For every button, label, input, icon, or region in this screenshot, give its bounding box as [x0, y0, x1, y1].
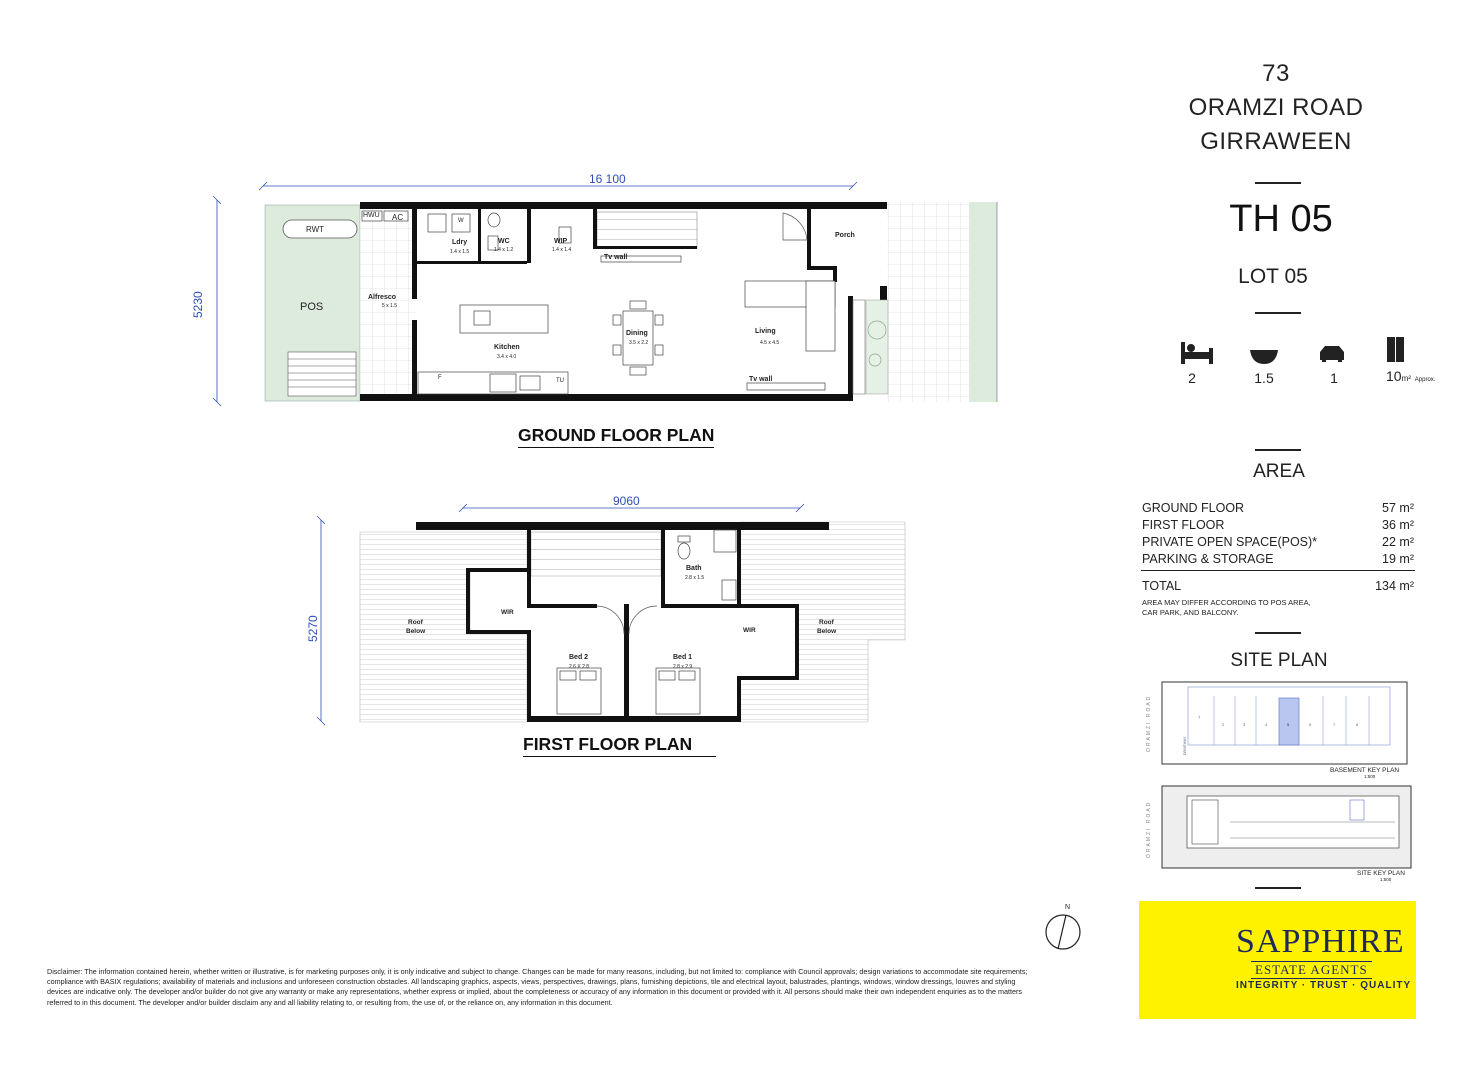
- ground-stairs: [597, 212, 697, 248]
- storage-icon: [1387, 337, 1404, 362]
- porch-label: Porch: [835, 232, 855, 239]
- unit-title: TH 05: [1229, 198, 1333, 240]
- front-garden-strip: [969, 202, 997, 402]
- roof-below-left: [360, 532, 527, 722]
- address-number: 73: [1262, 60, 1290, 87]
- divider: [1255, 312, 1301, 314]
- basement-lot-number: 2: [1222, 722, 1225, 727]
- bed2-size: 2.6 X 2.8: [569, 664, 590, 670]
- divider: [1255, 182, 1301, 184]
- bath-label: Bath: [686, 565, 702, 572]
- basement-road-label: ORAMZI ROAD: [1146, 694, 1152, 752]
- area-total-divider: [1141, 570, 1415, 571]
- bed-icon: [1181, 342, 1213, 364]
- wc-size: 1.4 x 1.2: [494, 247, 514, 253]
- storage-unit: m²: [1401, 374, 1411, 383]
- basement-lot-number: 6: [1309, 722, 1312, 727]
- wip-label: WIP: [554, 238, 568, 245]
- storage-area: [1386, 368, 1435, 384]
- kitchen-size: 3.4 x 4.0: [497, 354, 517, 360]
- basement-lot-number: 1: [1198, 714, 1201, 719]
- basement-lot-number: 8: [1356, 722, 1359, 727]
- dining-size: 3.5 x 2.2: [629, 340, 649, 346]
- agency-tagline: INTEGRITY · TRUST · QUALITY: [1236, 980, 1412, 991]
- car-icon: [1320, 346, 1344, 362]
- ground-floor-plan-title: GROUND FLOOR PLAN: [518, 425, 714, 448]
- tu-label: TU: [556, 378, 564, 384]
- tv-wall-lower-label: Tv wall: [749, 376, 773, 383]
- parking-count: 1: [1330, 370, 1338, 386]
- area-note-line-1: AREA MAY DIFFER ACCORDING TO POS AREA,: [1142, 598, 1311, 607]
- site-key-plan-scale: 1:500: [1380, 877, 1392, 882]
- wir-right-label: WIR: [743, 627, 756, 634]
- basement-key-plan-scale: 1:500: [1364, 774, 1376, 779]
- alfresco-size: 5 x 1.5: [382, 303, 398, 309]
- site-road-label: ORAMZI ROAD: [1146, 800, 1152, 858]
- area-total-label: TOTAL: [1142, 579, 1182, 593]
- area-row-label: PARKING & STORAGE: [1142, 552, 1274, 566]
- alfresco-area: [360, 209, 416, 394]
- area-note-line-2: CAR PARK, AND BALCONY.: [1142, 608, 1239, 617]
- bed2-label: Bed 2: [569, 654, 589, 661]
- ground-depth-dimension: [213, 196, 221, 406]
- ground-width-dim-label: 16 100: [589, 172, 626, 186]
- first-floor-plan-title: FIRST FLOOR PLAN: [523, 734, 716, 757]
- first-floor-plan: [317, 504, 905, 725]
- lot-label: LOT 05: [1238, 265, 1308, 288]
- address-street: ORAMZI ROAD: [1188, 94, 1364, 121]
- roof-below-right-label-2: Below: [817, 628, 837, 635]
- north-label: N: [1065, 904, 1071, 911]
- storage-value: 10: [1386, 368, 1402, 384]
- front-planter: [866, 300, 888, 394]
- first-width-dim-label: 9060: [613, 494, 640, 508]
- bathrooms-count: 1.5: [1254, 370, 1274, 386]
- agency-sub: ESTATE AGENTS: [1251, 961, 1372, 979]
- site-key-plan: [1162, 786, 1411, 868]
- roof-below-left-label-2: Below: [406, 628, 426, 635]
- disclaimer-line: Disclaimer: The information contained herein, whether written or illustrative, is for marketing purposes only, it is only indicative and subject to change. Changes can be made for many reasons, including, but not limited to: compliance with Council approvals; design variations to accommodate site requirements;: [47, 967, 1028, 976]
- basement-lot-number: 3: [1243, 722, 1246, 727]
- storage-note: Approx.: [1414, 377, 1436, 383]
- ground-depth-dim-label: 5230: [191, 291, 205, 318]
- basement-key-plan-label: BASEMENT KEY PLAN: [1330, 767, 1400, 774]
- wip-size: 1.4 x 1.4: [552, 247, 572, 253]
- area-row-label: GROUND FLOOR: [1142, 501, 1245, 515]
- fridge-label: F: [438, 375, 442, 381]
- bath-icon: [1250, 350, 1278, 364]
- dining-label: Dining: [626, 330, 648, 337]
- bath-size: 2.8 x 1.5: [685, 575, 705, 581]
- disclaimer-line: devices are indicative only. The developer and/or builder do not give any warranty or make any representations, whether express or implied, about the completeness or accuracy of any information in this document or provided with it. All persons should make their own independent enquiries as to the matters: [47, 987, 1022, 997]
- agency-name: SAPPHIRE: [1236, 923, 1405, 960]
- area-row-value: 22 m²: [1382, 535, 1414, 549]
- roof-below-right-label-1: Roof: [819, 619, 834, 626]
- basement-lot-number: 7: [1333, 722, 1336, 727]
- bedrooms-count: 2: [1188, 370, 1196, 386]
- address-suburb: GIRRAWEEN: [1200, 128, 1352, 155]
- area-row-value: 57 m²: [1382, 501, 1414, 515]
- ground-width-dimension: [259, 182, 857, 190]
- area-row-value: 36 m²: [1382, 518, 1414, 532]
- hwu-label: HWU: [363, 212, 380, 219]
- pos-label: POS: [300, 301, 324, 313]
- rwt-label: RWT: [306, 225, 325, 234]
- kitchen-label: Kitchen: [494, 344, 520, 351]
- entry-door-swing: [783, 213, 807, 240]
- bed1-size: 2.8 x 2.9: [673, 664, 693, 670]
- divider: [1255, 449, 1301, 451]
- living-size: 4.5 x 4.5: [760, 340, 780, 346]
- basement-lot-number: 5: [1287, 722, 1290, 727]
- area-total-value: 134 m²: [1375, 579, 1414, 593]
- divider: [1255, 632, 1301, 634]
- ac-label: AC: [392, 213, 404, 222]
- disclaimer: [47, 967, 1107, 1008]
- divider: [1255, 887, 1301, 889]
- basement-lot-number: 4: [1265, 722, 1268, 727]
- ground-floor-plan: [213, 182, 997, 406]
- basement-key-plan: [1162, 682, 1407, 764]
- site-plan-title: SITE PLAN: [1230, 650, 1328, 671]
- alfresco-label: Alfresco: [368, 294, 397, 301]
- area-row-value: 19 m²: [1382, 552, 1414, 566]
- pos-steps: [288, 352, 356, 396]
- area-row-label: FIRST FLOOR: [1142, 518, 1225, 532]
- tv-wall-upper-label: Tv wall: [604, 254, 628, 261]
- site-key-plan-label: SITE KEY PLAN: [1357, 870, 1405, 877]
- wc-label: WC: [498, 238, 510, 245]
- area-row-label: PRIVATE OPEN SPACE(POS)*: [1142, 535, 1318, 549]
- first-depth-dim-label: 5270: [306, 615, 320, 642]
- driveway-label: DRIVEWAY: [1183, 736, 1187, 755]
- roof-below-left-label-1: Roof: [408, 619, 423, 626]
- bed1-label: Bed 1: [673, 654, 693, 661]
- disclaimer-line: referred to in this document. The developer and/or builder disclaim any and all liability relating to, or resulting from, the use of, or the reliance on, any information in this document.: [47, 997, 613, 1007]
- living-label: Living: [755, 328, 776, 335]
- first-stairs: [531, 532, 661, 576]
- wir-left-label: WIR: [501, 609, 514, 616]
- disclaimer-line: compliance with BASIX regulations; availability of materials and inclusions and unforeseen construction obstacles. All landscaping graphics, aspects, views, perspectives, drawings, plans, furnishing depictions, tile and electrical layout, balustrades, plantings, windows, window dressings, louvres and styling: [47, 977, 1016, 987]
- ldry-label: Ldry: [452, 239, 468, 246]
- area-title: AREA: [1253, 461, 1305, 482]
- agency-logo: [1139, 901, 1416, 1019]
- w-label: W: [458, 218, 464, 224]
- front-courtyard: [887, 202, 969, 402]
- ldry-size: 1.4 x 1.5: [450, 249, 470, 255]
- north-arrow-icon: [1046, 915, 1080, 949]
